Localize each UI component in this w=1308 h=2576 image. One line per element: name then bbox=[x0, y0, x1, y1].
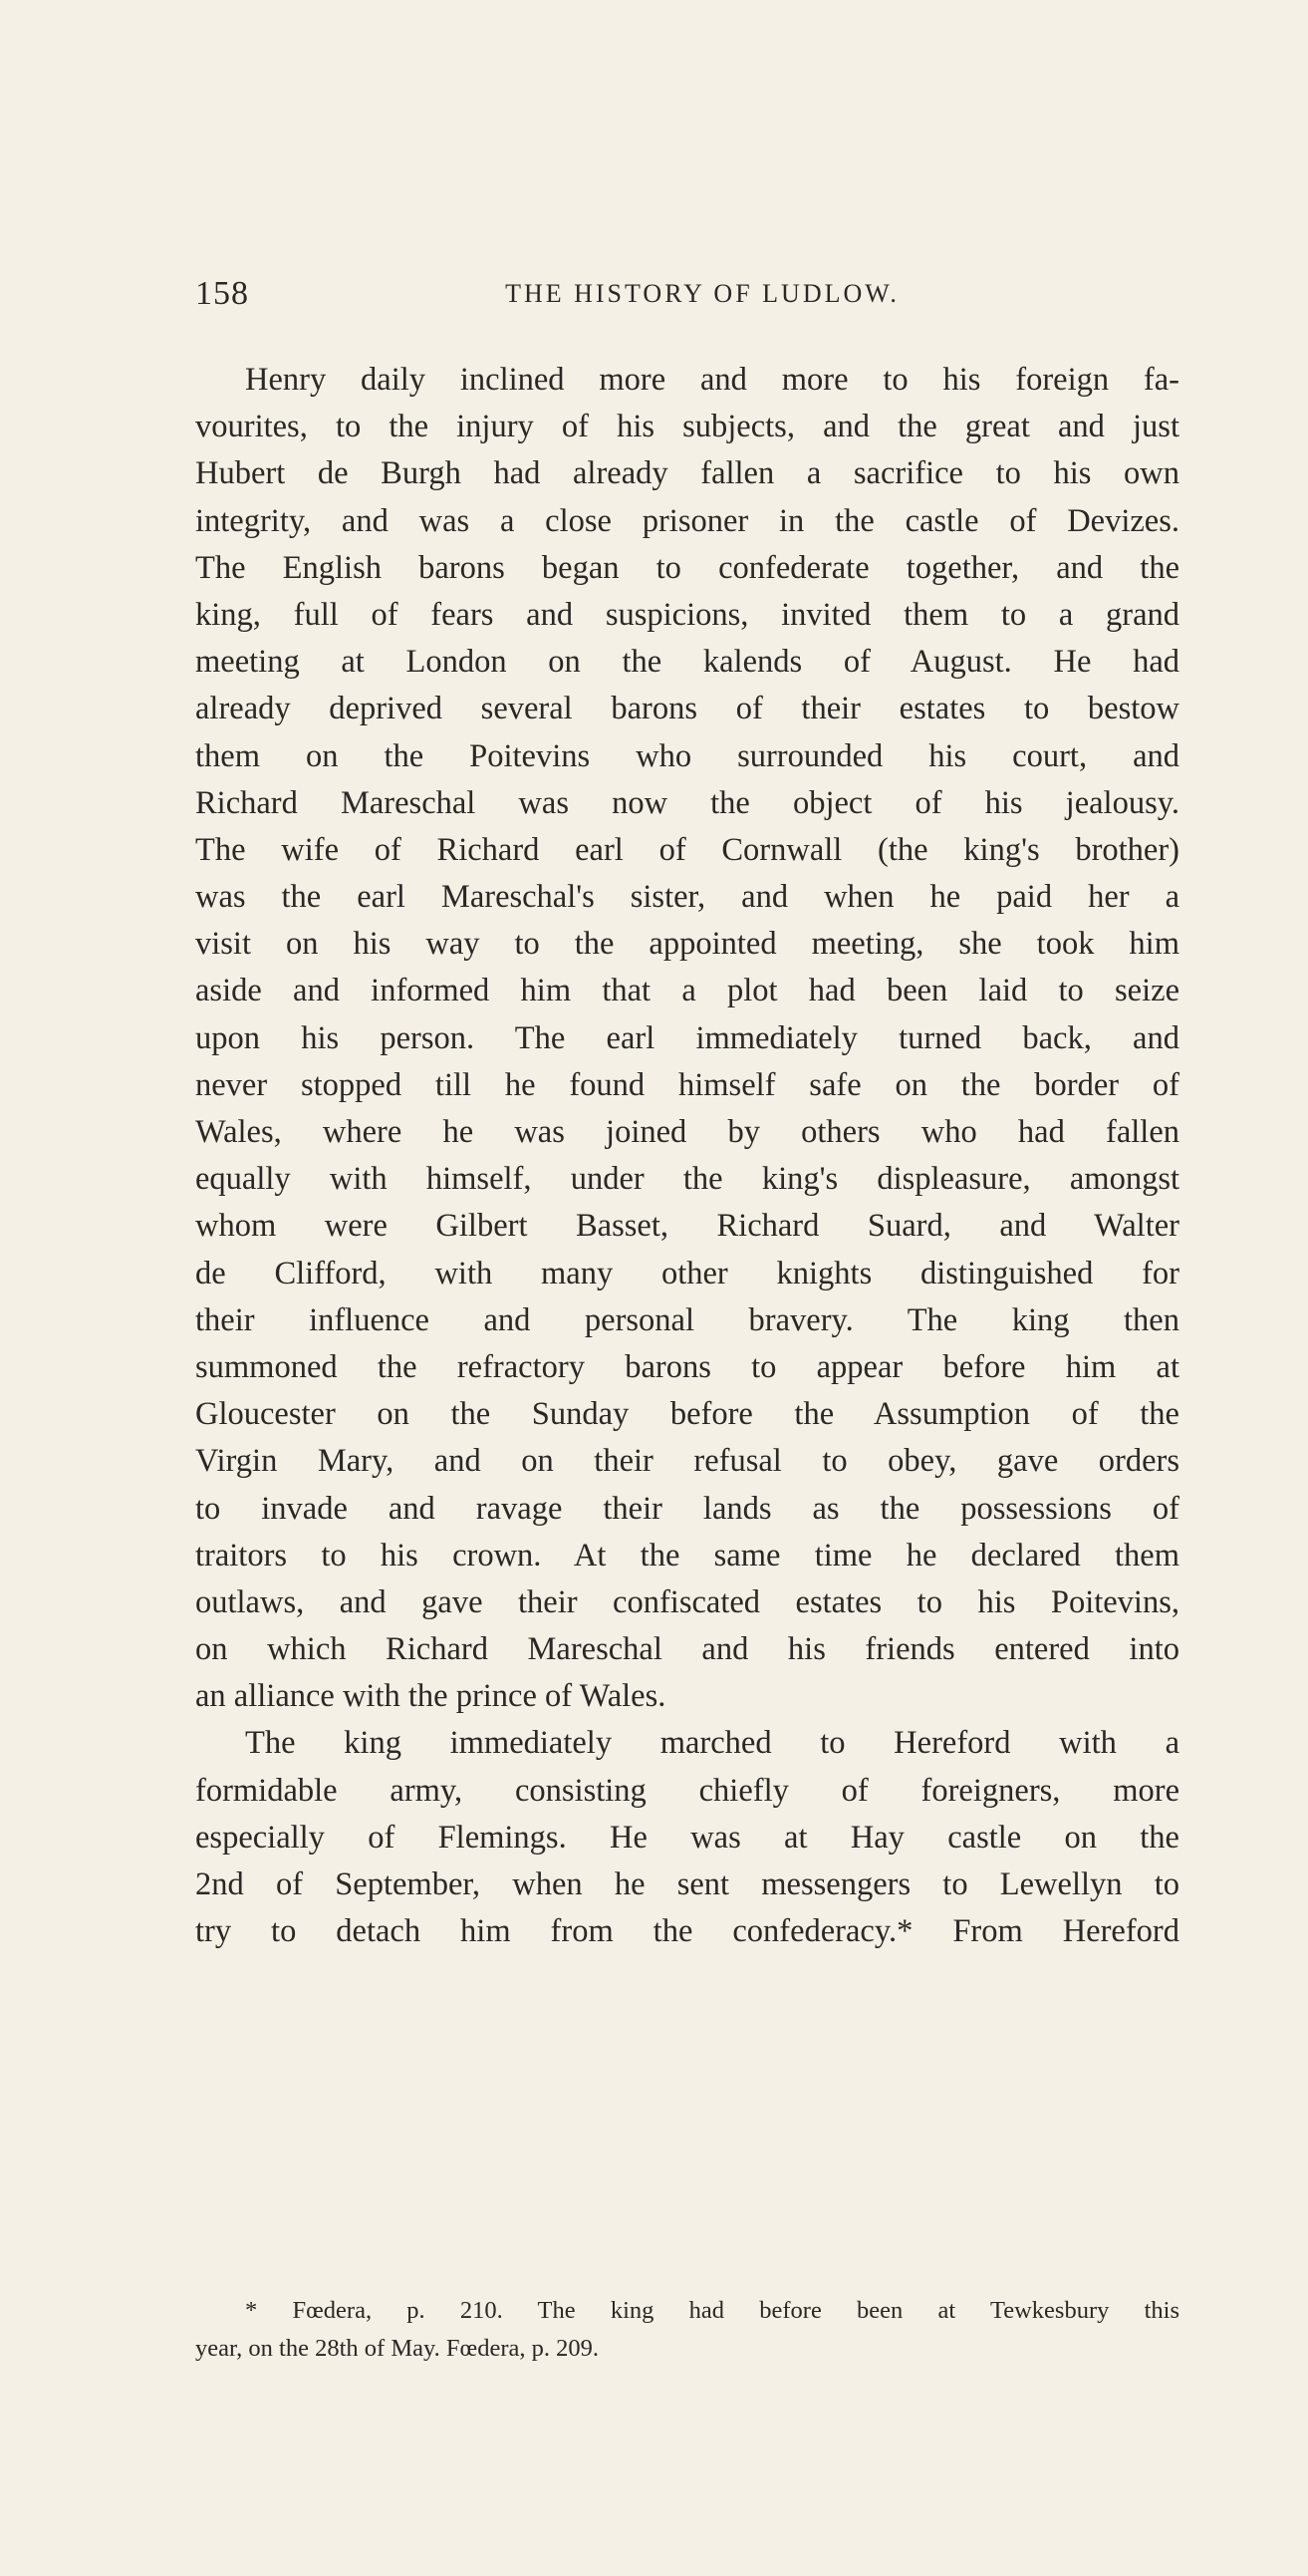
text-line: de Clifford, with many other knights distinguished for bbox=[195, 1255, 1179, 1291]
text-line: their influence and personal bravery. The king then bbox=[195, 1301, 1179, 1338]
text-line: on which Richard Mareschal and his friends entered into bbox=[195, 1631, 1179, 1668]
text-line: Gloucester on the Sunday before the Assumption of the bbox=[195, 1396, 1179, 1433]
text-line: summoned the refractory barons to appear before him at bbox=[195, 1348, 1179, 1385]
text-line: integrity, and was a close prisoner in the castle of Devizes. bbox=[195, 502, 1179, 539]
text-line: an alliance with the prince of Wales. bbox=[195, 1678, 666, 1715]
text-line: meeting at London on the kalends of August. He had bbox=[195, 644, 1179, 681]
text-line: aside and informed him that a plot had been laid to seize bbox=[195, 973, 1179, 1009]
text-line: never stopped till he found himself safe on the border of bbox=[195, 1066, 1179, 1103]
text-line: was the earl Mareschal's sister, and when he paid her a bbox=[195, 879, 1179, 916]
text-line: them on the Poitevins who surrounded his court, and bbox=[195, 737, 1179, 774]
page-header bbox=[195, 275, 1179, 319]
text-line: Henry daily inclined more and more to his foreign fa- bbox=[245, 362, 1179, 398]
text-line: equally with himself, under the king's displeasure, amongst bbox=[195, 1161, 1179, 1198]
body-text bbox=[195, 357, 1179, 1955]
text-line: 2nd of September, when he sent messengers to Lewellyn to bbox=[195, 1866, 1179, 1902]
text-line: Richard Mareschal was now the object of his jealousy. bbox=[195, 784, 1179, 821]
footnote bbox=[195, 2292, 1179, 2368]
text-line: especially of Flemings. He was at Hay castle on the bbox=[195, 1819, 1179, 1856]
text-line: Wales, where he was joined by others who had fallen bbox=[195, 1114, 1179, 1150]
text-line: visit on his way to the appointed meeting, she took him bbox=[195, 926, 1179, 963]
text-line: to invade and ravage their lands as the possessions of bbox=[195, 1490, 1179, 1527]
text-line: king, full of fears and suspicions, invited them to a grand bbox=[195, 596, 1179, 633]
text-line: The English barons began to confederate together, and the bbox=[195, 549, 1179, 586]
page-number: 158 bbox=[195, 275, 249, 312]
text-line: outlaws, and gave their confiscated estates to his Poitevins, bbox=[195, 1583, 1179, 1620]
text-line: already deprived several barons of their estates to bestow bbox=[195, 691, 1179, 727]
text-line: try to detach him from the confederacy.* From Hereford bbox=[195, 1913, 1179, 1950]
text-line: vourites, to the injury of his subjects, and the great and just bbox=[195, 409, 1179, 445]
text-line: whom were Gilbert Basset, Richard Suard, and Walter bbox=[195, 1208, 1179, 1245]
text-line: upon his person. The earl immediately turned back, and bbox=[195, 1019, 1179, 1056]
text-line: formidable army, consisting chiefly of foreigners, more bbox=[195, 1772, 1179, 1809]
footnote-line: * Fœdera, p. 210. The king had before been at Tewkesbury this bbox=[245, 2297, 1179, 2324]
text-line: The wife of Richard earl of Cornwall (the king's brother) bbox=[195, 831, 1179, 868]
running-title: THE HISTORY OF LUDLOW. bbox=[505, 279, 900, 308]
text-line: The king immediately marched to Hereford with a bbox=[245, 1725, 1179, 1762]
text-line: traitors to his crown. At the same time he declared them bbox=[195, 1537, 1179, 1574]
text-line: Hubert de Burgh had already fallen a sacrifice to his own bbox=[195, 455, 1179, 492]
footnote-line: year, on the 28th of May. Fœdera, p. 209. bbox=[195, 2335, 599, 2362]
text-line: Virgin Mary, and on their refusal to obey, gave orders bbox=[195, 1443, 1179, 1480]
